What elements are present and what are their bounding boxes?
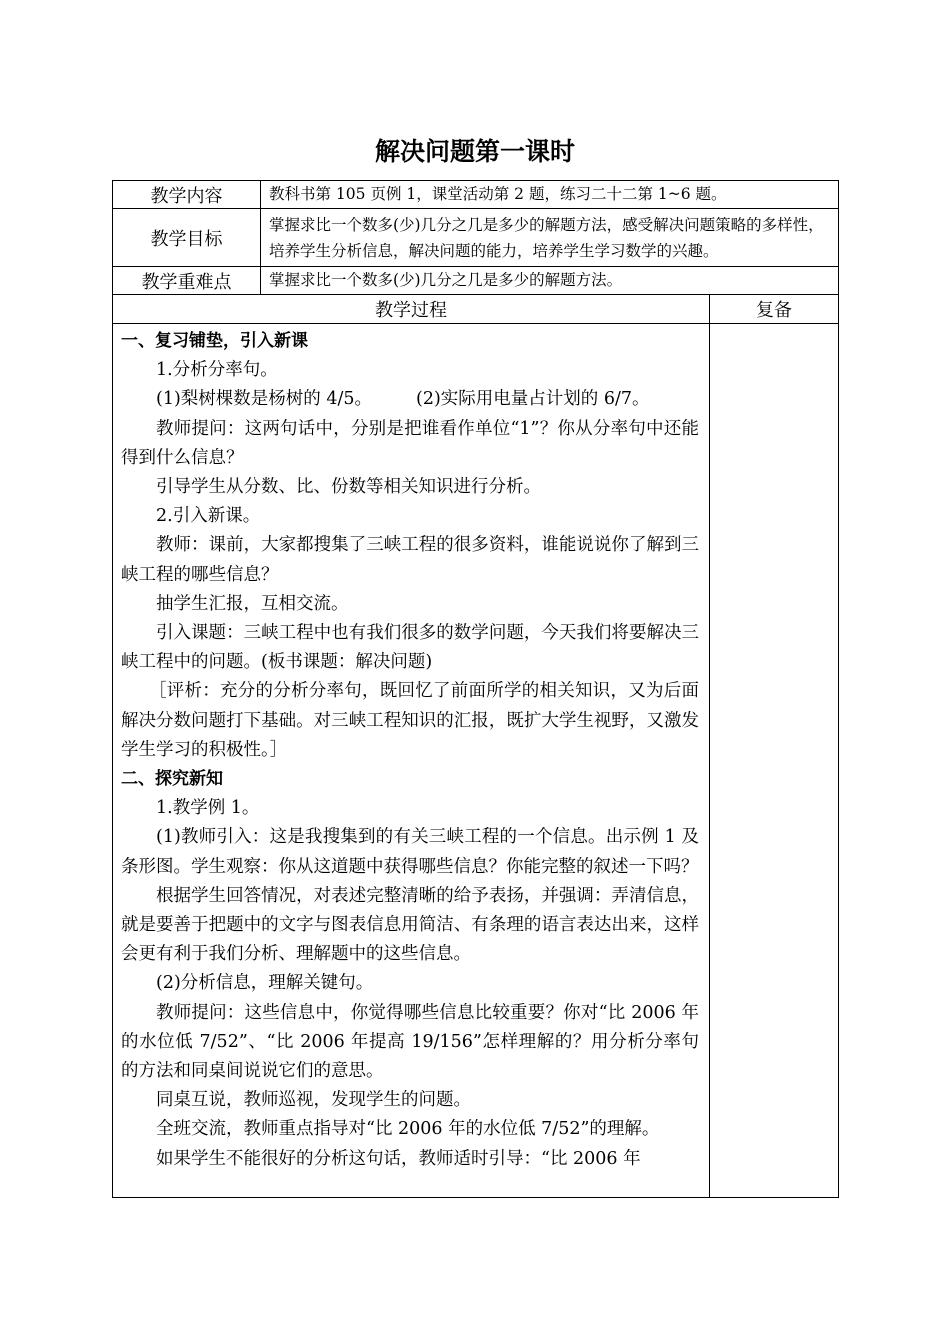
paragraph: 如果学生不能很好的分析这句话，教师适时引导：“比 2006 年 [156,1148,641,1169]
label-teaching-goal: 教学目标 [113,209,261,266]
paragraph: (2)分析信息，理解关键句。 [156,973,374,994]
paragraph: 根据学生回答情况，对表述完整清晰的给予表扬，并强调：弄清信息，就是要善于把题中的文字与图表信息用简洁、有条理的语言表达出来，这样会更有利于我们分析、理解题中的这些信息。 [121,885,699,965]
paragraph: (1)教师引入：这是我搜集到的有关三峡工程的一个信息。出示例 1 及条形图。学生观察：你从这道题中获得哪些信息？你能完整的叙述一下吗？ [121,827,699,877]
row-teaching-content [113,181,838,209]
value-teaching-goal: 掌握求比一个数多(少)几分之几是多少的解题方法，感受解决问题策略的多样性，培养学生分析信息，解决问题的能力，培养学生学习数学的兴趣。 [269,216,824,260]
paragraph: 教师提问：这两句话中，分别是把谁看作单位“1”？你从分率句中还能得到什么信息？ [121,418,699,468]
row-process-body [113,324,838,1197]
paragraph: 1.分析分率句。 [156,360,278,381]
paragraph: 2.引入新课。 [156,506,261,527]
value-teaching-content: 教科书第 105 页例 1，课堂活动第 2 题，练习二十二第 1~6 题。 [269,185,727,203]
paragraph: 引入课题：三峡工程中也有我们很多的数学问题，今天我们将要解决三峡工程中的问题。(板书课题：解决问题) [121,623,699,673]
section-heading-1: 一、复习铺垫，引入新课 [121,331,308,351]
prep-column [710,324,838,1197]
row-process-header [113,295,838,324]
paragraph: 1.教学例 1。 [156,798,260,819]
process-content [113,324,710,1197]
evaluation-note: ［评析：充分的分析分率句，既回忆了前面所学的相关知识，又为后面解决分数问题打下基础。对三峡工程知识的汇报，既扩大学生视野，又激发学生学习的积极性。］ [121,681,699,760]
paragraph: 教师：课前，大家都搜集了三峡工程的很多资料，谁能说说你了解到三峡工程的哪些信息？ [121,535,699,585]
page-title: 解决问题第一课时 [374,137,575,166]
fraction-sentence-1: (1)梨树棵数是杨树的 4/5。 [156,389,373,410]
paragraph: 全班交流，教师重点指导对“比 2006 年的水位低 7/52”的理解。 [156,1119,660,1140]
paragraph: 引导学生从分数、比、份数等相关知识进行分析。 [156,477,541,498]
paragraph: 教师提问：这些信息中，你觉得哪些信息比较重要？你对“比 2006 年的水位低 7/52”、“比 2006 年提高 19/156”怎样理解的？用分析分率句的方法和同桌间说说它们的意思。 [121,1002,699,1082]
section-heading-2: 二、探究新知 [121,769,223,790]
paragraph-fraction-sentences [121,385,699,414]
header-teaching-process: 教学过程 [113,295,710,323]
row-key-points [113,267,838,295]
row-teaching-goal [113,209,838,267]
paragraph: 同桌互说，教师巡视，发现学生的问题。 [156,1090,471,1111]
label-teaching-content: 教学内容 [113,181,261,208]
lesson-plan-table [112,180,839,1198]
value-key-points: 掌握求比一个数多(少)几分之几是多少的解题方法。 [269,271,623,289]
paragraph: 抽学生汇报，互相交流。 [156,593,349,614]
label-key-points: 教学重难点 [113,267,261,294]
header-prep: 复备 [756,300,792,321]
fraction-sentence-2: (2)实际用电量占计划的 6/7。 [416,389,650,410]
